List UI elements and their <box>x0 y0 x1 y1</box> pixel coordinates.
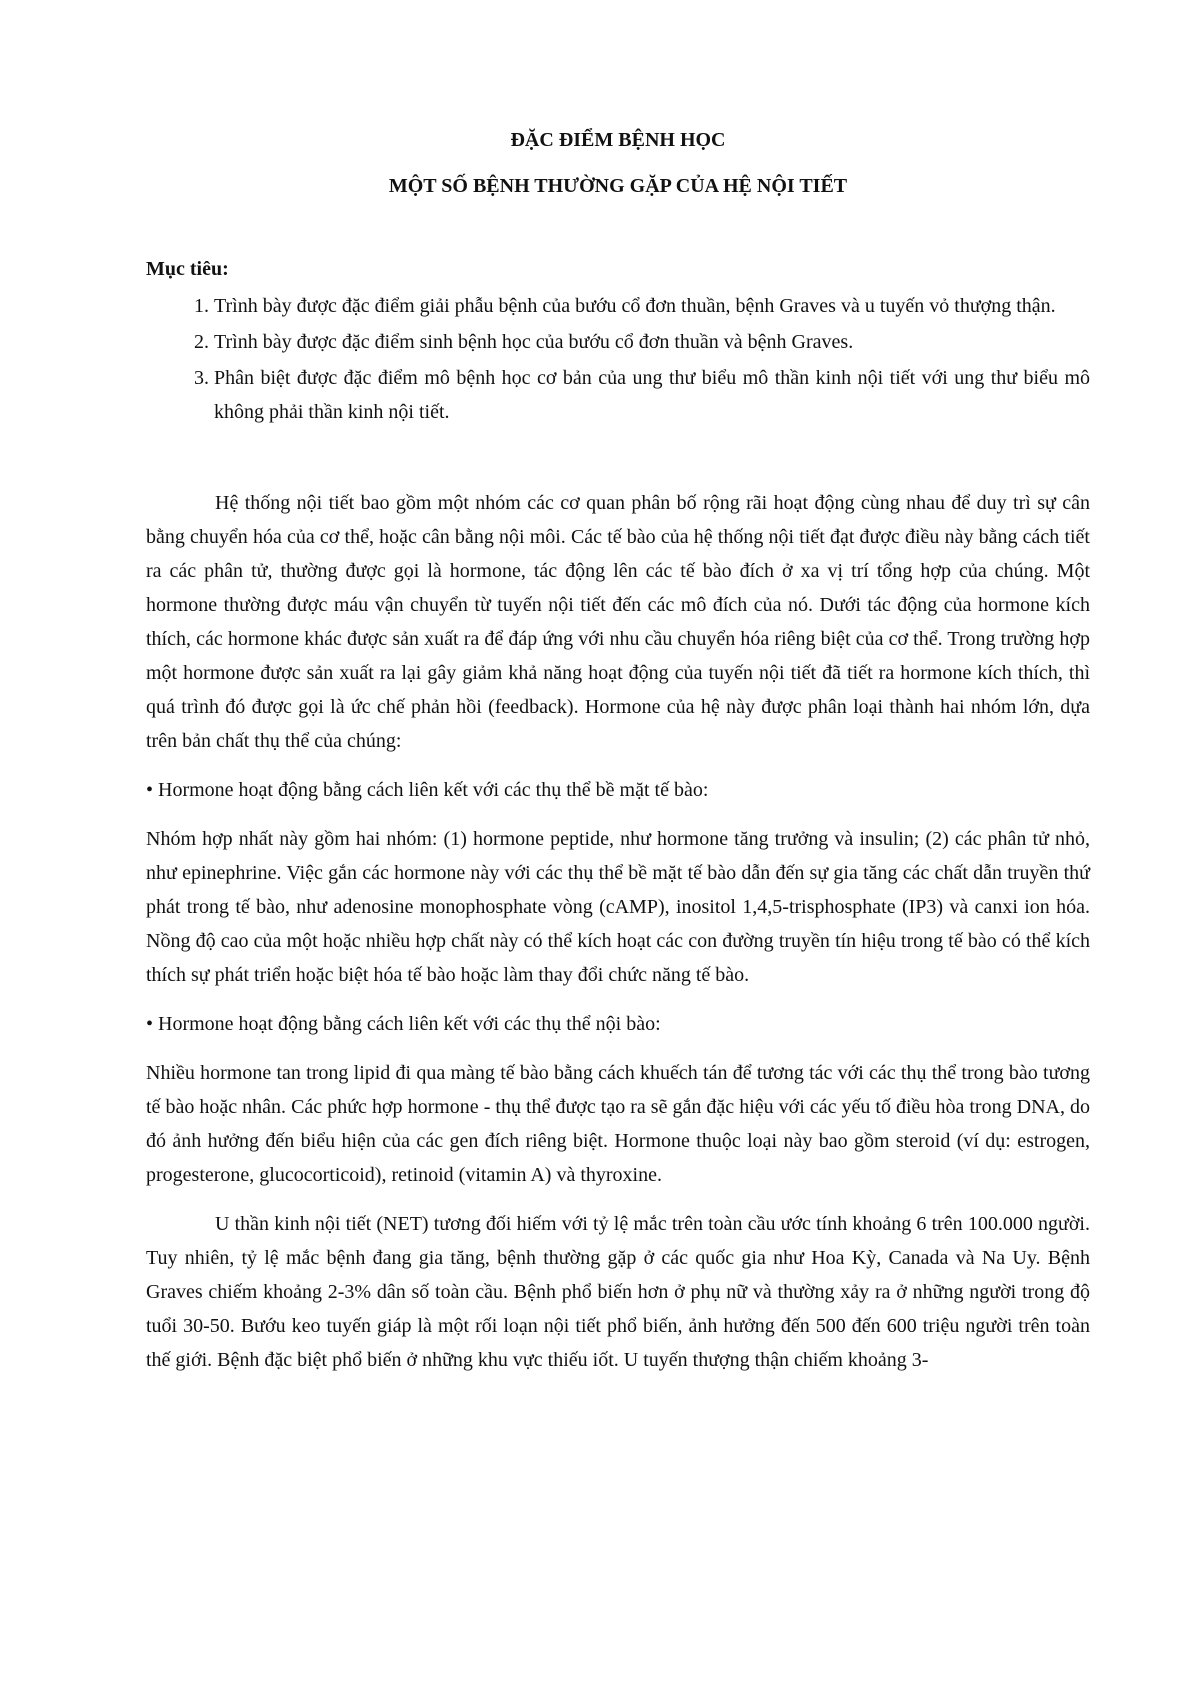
objective-item: 3. Phân biệt được đặc điểm mô bệnh học cơ bản của ung thư biểu mô thần kinh nội tiết với ung thư biểu mô không phải thần kinh nội tiết. <box>214 361 1090 429</box>
objectives-heading: Mục tiêu: <box>146 258 229 280</box>
objective-item: 1. Trình bày được đặc điểm giải phẫu bệnh của bướu cổ đơn thuần, bệnh Graves và u tuyến vỏ thượng thận. <box>214 289 1090 323</box>
intro-paragraph: Hệ thống nội tiết bao gồm một nhóm các cơ quan phân bố rộng rãi hoạt động cùng nhau để duy trì sự cân bằng chuyển hóa của cơ thể, hoặc cân bằng nội môi. Các tế bào của hệ thống nội tiết đạt được điều này bằng cách tiết ra các phân tử, thường được gọi là hormone, tác động lên các tế bào đích ở xa vị trí tổng hợp của chúng. Một hormone thường được máu vận chuyển từ tuyến nội tiết đến các mô đích của nó. Dưới tác động của hormone kích thích, các hormone khác được sản xuất ra để đáp ứng với nhu cầu chuyển hóa riêng biệt của cơ thể. Trong trường hợp một hormone được sản xuất ra lại gây giảm khả năng hoạt động của tuyến nội tiết đã tiết ra hormone kích thích, thì quá trình đó được gọi là ức chế phản hồi (feedback). Hormone của hệ này được phân loại thành hai nhóm lớn, dựa trên bản chất thụ thể của chúng: <box>146 492 1090 752</box>
epidemiology-paragraph: U thần kinh nội tiết (NET) tương đối hiếm với tỷ lệ mắc trên toàn cầu ước tính khoảng 6 trên 100.000 người. Tuy nhiên, tỷ lệ mắc bệnh đang gia tăng, bệnh thường gặp ở các quốc gia như Hoa Kỳ, Canada và Na Uy. Bệnh Graves chiếm khoảng 2-3% dân số toàn cầu. Bệnh phổ biến hơn ở phụ nữ và thường xảy ra ở những người trong độ tuổi 30-50. Bướu keo tuyến giáp là một rối loạn nội tiết phổ biến, ảnh hưởng đến 500 đến 600 triệu người trên toàn thế giới. Bệnh đặc biệt phổ biến ở những khu vực thiếu iốt. U tuyến thượng thận chiếm khoảng 3- <box>146 1213 1090 1371</box>
document-body <box>146 486 1090 1377</box>
document-title: ĐẶC ĐIỂM BỆNH HỌC <box>510 129 726 151</box>
intracellular-receptors-paragraph: Nhiều hormone tan trong lipid đi qua màng tế bào bằng cách khuếch tán để tương tác với các thụ thể trong bào tương tế bào hoặc nhân. Các phức hợp hormone - thụ thể được tạo ra sẽ gắn đặc hiệu với các yếu tố điều hòa trong DNA, do đó ảnh hưởng đến biểu hiện của các gen đích riêng biệt. Hormone thuộc loại này bao gồm steroid (ví dụ: estrogen, progesterone, glucocorticoid), retinoid (vitamin A) và thyroxine. <box>146 1062 1090 1186</box>
bullet-intracellular-receptors: • Hormone hoạt động bằng cách liên kết với các thụ thể nội bào: <box>146 1013 661 1035</box>
objective-item: 2. Trình bày được đặc điểm sinh bệnh học của bướu cổ đơn thuần và bệnh Graves. <box>214 325 1090 359</box>
surface-receptors-paragraph: Nhóm hợp nhất này gồm hai nhóm: (1) hormone peptide, như hormone tăng trưởng và insulin; (2) các phân tử nhỏ, như epinephrine. Việc gắn các hormone này với các thụ thể bề mặt tế bào dẫn đến sự gia tăng các chất dẫn truyền thứ phát trong tế bào, như adenosine monophosphate vòng (cAMP), inositol 1,4,5-trisphosphate (IP3) và canxi ion hóa. Nồng độ cao của một hoặc nhiều hợp chất này có thể kích hoạt các con đường truyền tín hiệu trong tế bào có thể kích thích sự phát triển hoặc biệt hóa tế bào hoặc làm thay đổi chức năng tế bào. <box>146 828 1090 986</box>
document-subtitle: MỘT SỐ BỆNH THƯỜNG GẶP CỦA HỆ NỘI TIẾT <box>388 175 848 197</box>
bullet-surface-receptors: • Hormone hoạt động bằng cách liên kết với các thụ thể bề mặt tế bào: <box>146 779 709 801</box>
objectives-list <box>146 289 1090 429</box>
